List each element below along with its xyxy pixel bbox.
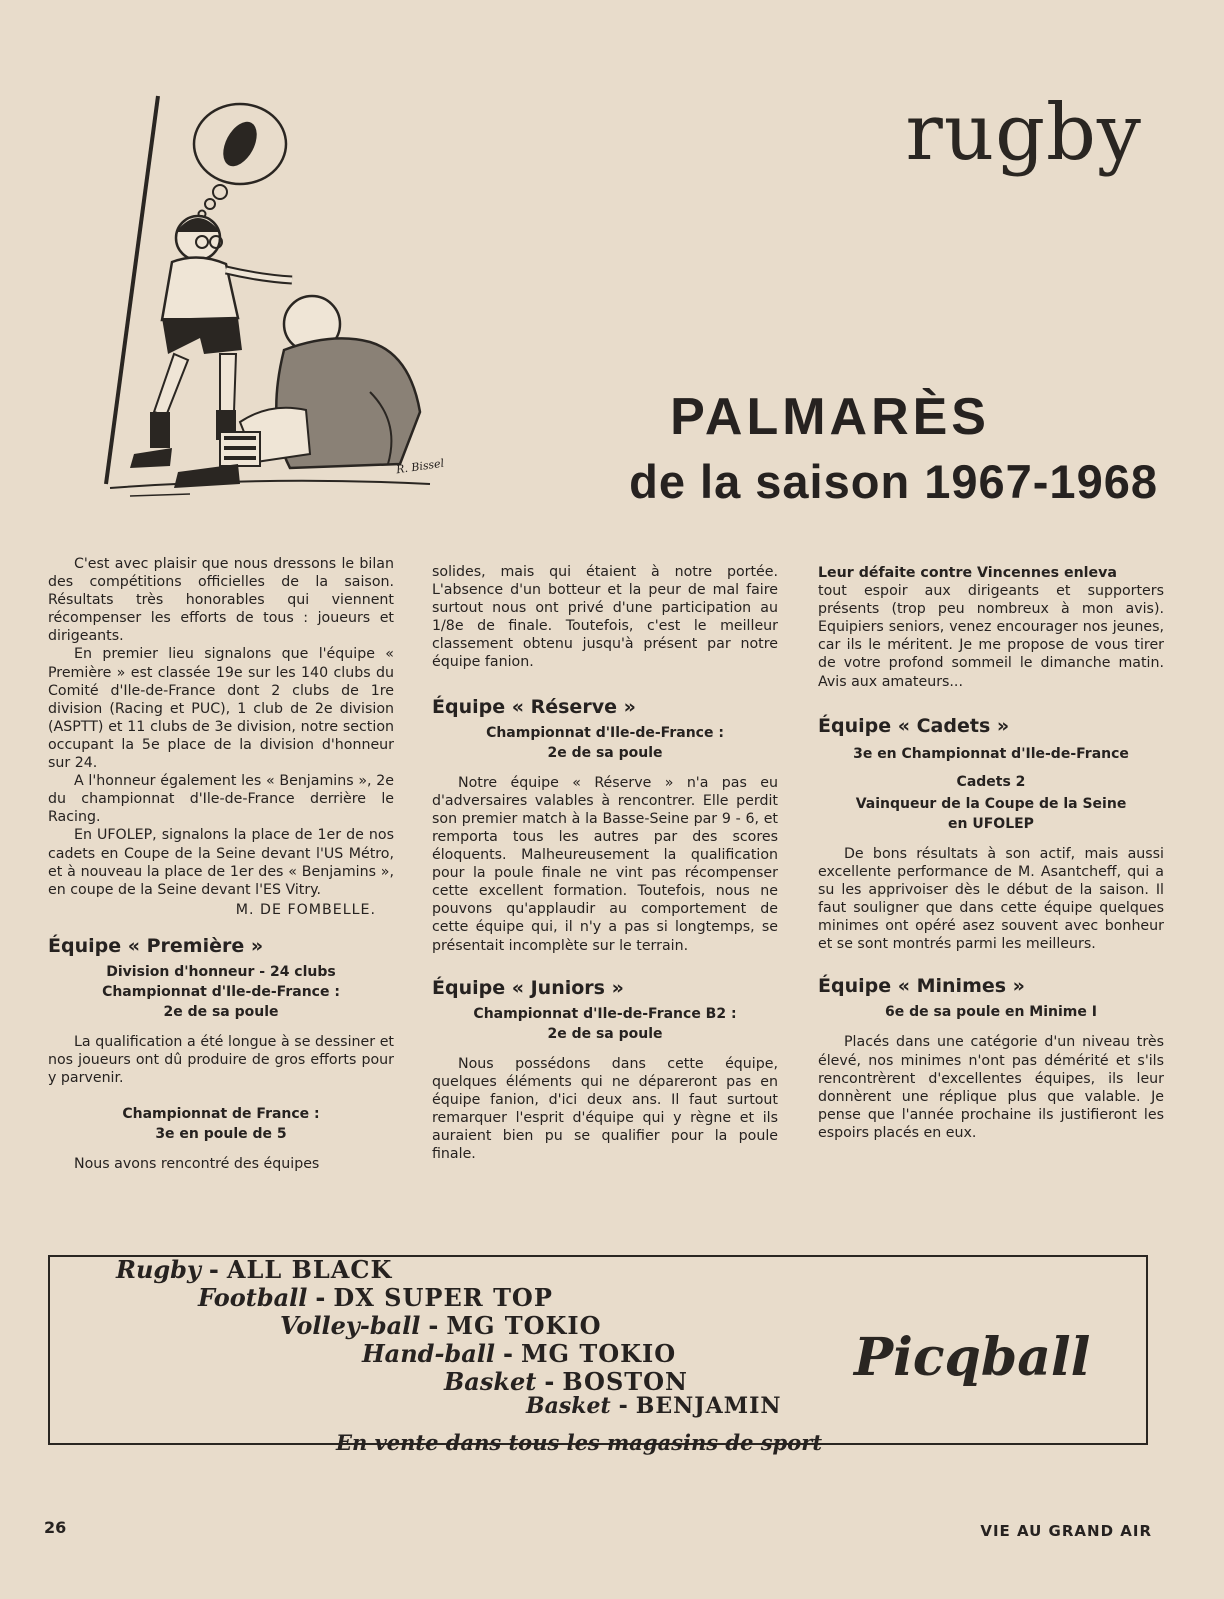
ad-line xyxy=(116,1255,392,1284)
paragraph: Placés dans une catégorie d'un niveau très élevé, nos minimes n'ont pas démérité et s'ils rencontrèrent d'excellentes équipes, ils leur donnèrent une réplique plus que valable. Je pense que l'année prochaine ils justifieront les espoirs placés en eux. xyxy=(818,1034,1164,1141)
heading-premiere: Équipe « Première » xyxy=(48,934,264,957)
picqball-advertisement xyxy=(48,1255,1148,1445)
subheading: Championnat d'Ile-de-France : xyxy=(486,724,724,741)
ad-model: MG TOKIO xyxy=(446,1311,602,1340)
paragraph: A l'honneur également les « Benjamins », 2e du championnat d'Ile-de-France derrière le Racing. xyxy=(48,773,394,826)
ad-dash: - xyxy=(428,1312,439,1340)
subheading: Division d'honneur - 24 clubs xyxy=(106,963,336,980)
column-3 xyxy=(818,564,1164,1142)
paragraph: La qualification a été longue à se dessiner et nos joueurs ont dû produire de gros efforts pour y parvenir. xyxy=(48,1033,394,1087)
ad-sport: Basket xyxy=(526,1393,611,1419)
ad-sport: Football xyxy=(198,1283,308,1312)
ad-model: MG TOKIO xyxy=(520,1339,677,1368)
ad-dash: - xyxy=(618,1394,628,1419)
title-line-1: PALMARÈS xyxy=(670,388,990,446)
title-line-2: de la saison 1967-1968 xyxy=(629,454,1158,508)
ad-dash: - xyxy=(544,1368,555,1396)
subheading: 2e de sa poule xyxy=(163,1003,279,1020)
author-signature: M. DE FOMBELLE. xyxy=(235,901,376,918)
ad-sport: Volley-ball xyxy=(280,1311,421,1340)
subheading: Championnat d'Ile-de-France : xyxy=(102,983,340,1000)
paragraph: En premier lieu signalons que l'équipe « Première » est classée 19e sur les 140 clubs du Comité d'Ile-de-France dont 2 clubs de 1re division (Racing et PUC), 1 club de 2e division (ASPTT) et 11 clubs de 3e division, notre section occupant la 5e place de la division d'honneur sur 24. xyxy=(48,646,394,772)
subheading: 6e de sa poule en Minime I xyxy=(885,1004,1097,1021)
picqball-logo-text: Picqball xyxy=(854,1327,1090,1388)
subheading: 3e en poule de 5 xyxy=(155,1126,287,1143)
subheading: Championnat d'Ile-de-France B2 : xyxy=(473,1005,737,1022)
ad-line xyxy=(362,1339,676,1368)
page-number: 26 xyxy=(44,1518,67,1537)
paragraph: Nous possédons dans cette équipe, quelques éléments qui ne dépareront pas en équipe fanion, d'ici deux ans. Il faut surtout remarquer l'esprit d'équipe qui y règne et ils auraient bien pu se qualifier pour la poule finale. xyxy=(432,1055,778,1163)
paragraph: En UFOLEP, signalons la place de 1er de nos cadets en Coupe de la Seine devant l'US Métro, et à nouveau la place de 1er des « Benjamins », en coupe de la Seine devant l'ES Vitry. xyxy=(48,827,394,898)
section-tag: rugby xyxy=(905,88,1142,178)
ad-sport: Basket xyxy=(444,1367,537,1396)
ad-line xyxy=(526,1393,782,1419)
article-title xyxy=(460,390,1180,506)
subheading: Vainqueur de la Coupe de la Seine xyxy=(855,795,1127,812)
subheading: 2e de sa poule xyxy=(547,1025,663,1042)
ad-model: BENJAMIN xyxy=(635,1393,782,1419)
paragraph: tout espoir aux dirigeants et supporters présents (trop peu nombreux à mon avis). Equipiers seniors, venez encourager nos jeunes, car ils le méritent. Je me propose de vous tirer de votre profond sommeil le dimanche matin. Avis aux amateurs... xyxy=(818,583,1164,690)
ad-model: DX SUPER TOP xyxy=(333,1283,553,1312)
ad-sport: Rugby xyxy=(116,1255,201,1284)
heading-cadets: Équipe « Cadets » xyxy=(818,714,1010,737)
picqball-logo xyxy=(850,1315,1090,1395)
column-1 xyxy=(48,555,394,1173)
ad-dash: - xyxy=(208,1256,219,1284)
ad-line xyxy=(280,1311,602,1340)
paragraph: Notre équipe « Réserve » n'a pas eu d'adversaires valables à rencontrer. Elle perdit son premier match à la Basse-Seine par 9 - 6, et remporta tous les autres par des scores éloquents. Malheureusement la qualification pour la poule finale ne vint pas récompenser cette excellent formation. Toutefois, nous ne pouvons qu'applaudir au comportement de cette équipe qui, il n'y a pas si longtemps, se présentait incomplète sur le terrain. xyxy=(432,774,778,954)
paragraph: Nous avons rencontré des équipes xyxy=(74,1156,320,1173)
ad-line xyxy=(198,1283,553,1312)
ad-model: ALL BLACK xyxy=(226,1255,393,1284)
rugby-cartoon-illustration xyxy=(70,92,460,512)
subheading: Cadets 2 xyxy=(956,773,1026,790)
ad-footer-text: En vente dans tous les magasins de sport xyxy=(336,1430,823,1455)
subheading: Championnat de France : xyxy=(122,1106,320,1123)
ad-model: BOSTON xyxy=(562,1367,688,1396)
ad-line xyxy=(444,1367,688,1396)
column-2 xyxy=(432,563,778,1163)
ad-sport: Hand-ball xyxy=(362,1339,495,1368)
illustration-signature: R. Bissel xyxy=(395,456,445,477)
ad-dash: - xyxy=(502,1340,513,1368)
subheading: en UFOLEP xyxy=(948,815,1034,832)
subheading: 3e en Championnat d'Ile-de-France xyxy=(853,745,1129,762)
paragraph: solides, mais qui étaient à notre portée. L'absence d'un botteur et la peur de mal faire surtout nous ont privé d'une participation au 1/8e de finale. Toutefois, c'est le meilleur classement obtenu jusqu'à présent par notre équipe fanion. xyxy=(432,564,778,671)
magazine-name: VIE AU GRAND AIR xyxy=(980,1522,1152,1540)
heading-juniors: Équipe « Juniors » xyxy=(432,976,624,999)
paragraph: De bons résultats à son actif, mais aussi excellente performance de M. Asantcheff, qui a su les apprivoiser dès le début de la saison. Il faut souligner que dans cette équipe quelques minimes ont opéré asez souvent avec bonheur et se sont montrés parmi les meilleurs. xyxy=(818,845,1164,953)
subheading: 2e de sa poule xyxy=(547,744,663,761)
paragraph-lead: Leur défaite contre Vincennes enleva xyxy=(818,565,1117,581)
heading-minimes: Équipe « Minimes » xyxy=(818,975,1025,998)
intro-paragraph: C'est avec plaisir que nous dressons le bilan des compétitions officielles de la saison. Résultats très honorables qui viennent récompenser les efforts de tous : joueurs et dirigeants. xyxy=(48,556,394,645)
heading-reserve: Équipe « Réserve » xyxy=(432,695,636,718)
ad-dash: - xyxy=(315,1284,326,1312)
article-columns xyxy=(44,555,1164,1235)
